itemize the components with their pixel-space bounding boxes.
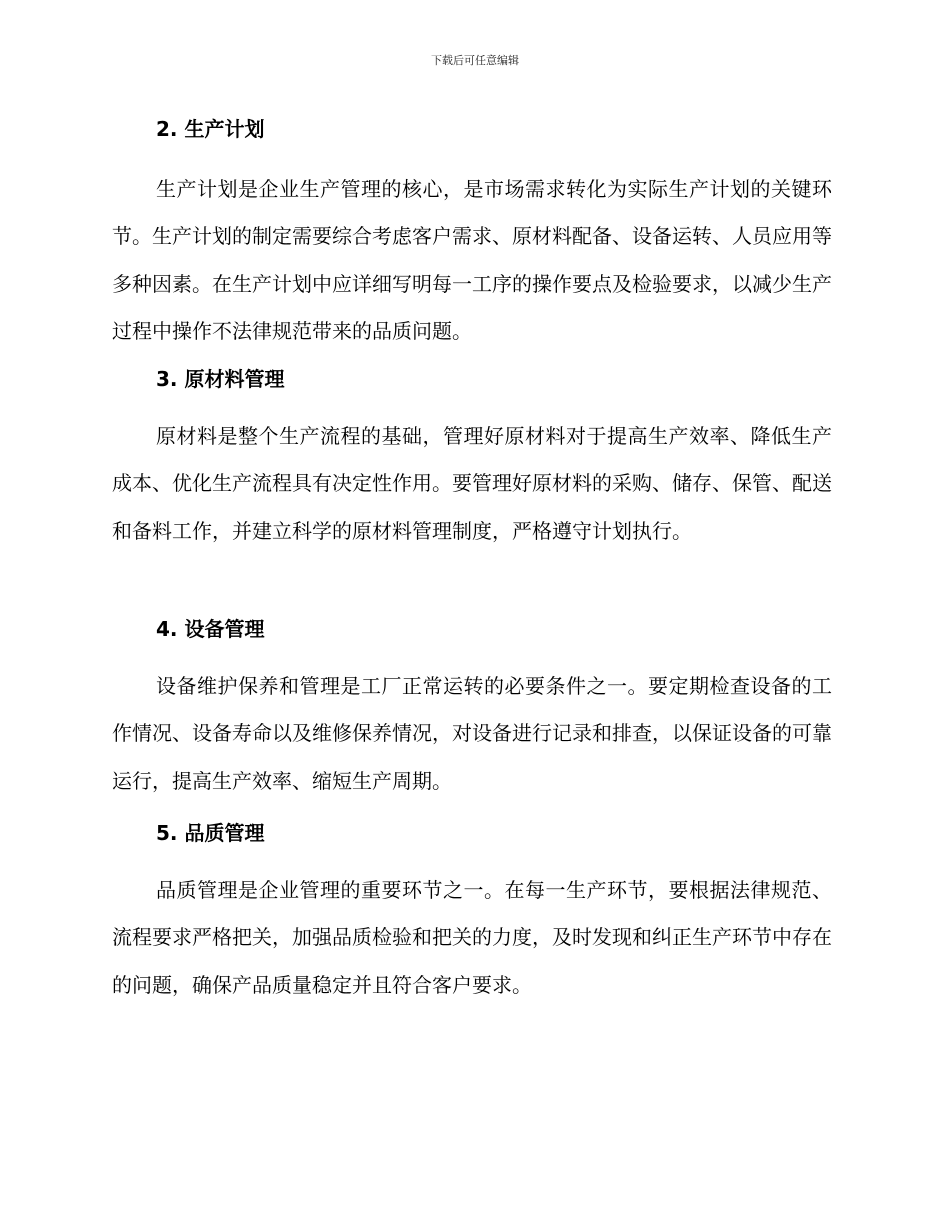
section-heading-raw-materials: 3. 原材料管理: [156, 367, 285, 391]
section-paragraph-raw-materials: 原材料是整个生产流程的基础，管理好原材料对于提高生产效率、降低生产成本、优化生产流程具有决定性作用。要管理好原材料的采购、储存、保管、配送和备料工作，并建立科学的原材料管理制度，严格遵守计划执行。: [112, 424, 832, 543]
section-paragraph-equipment: 设备维护保养和管理是工厂正常运转的必要条件之一。要定期检查设备的工作情况、设备寿命以及维修保养情况，对设备进行记录和排查，以保证设备的可靠运行，提高生产效率、缩短生产周期。: [112, 674, 832, 793]
section-paragraph-quality: 品质管理是企业管理的重要环节之一。在每一生产环节，要根据法律规范、流程要求严格把关，加强品质检验和把关的力度，及时发现和纠正生产环节中存在的问题，确保产品质量稳定并且符合客户要求。: [112, 878, 832, 997]
section-heading-equipment: 4. 设备管理: [156, 617, 265, 641]
section-heading-production-plan: 2. 生产计划: [156, 117, 265, 141]
section-heading-quality: 5. 品质管理: [156, 821, 265, 845]
page-header: 下载后可任意编辑: [431, 54, 519, 67]
section-paragraph-production-plan: 生产计划是企业生产管理的核心，是市场需求转化为实际生产计划的关键环节。生产计划的制定需要综合考虑客户需求、原材料配备、设备运转、人员应用等多种因素。在生产计划中应详细写明每一工序的操作要点及检验要求，以减少生产过程中操作不法律规范带来的品质问题。: [112, 177, 832, 343]
